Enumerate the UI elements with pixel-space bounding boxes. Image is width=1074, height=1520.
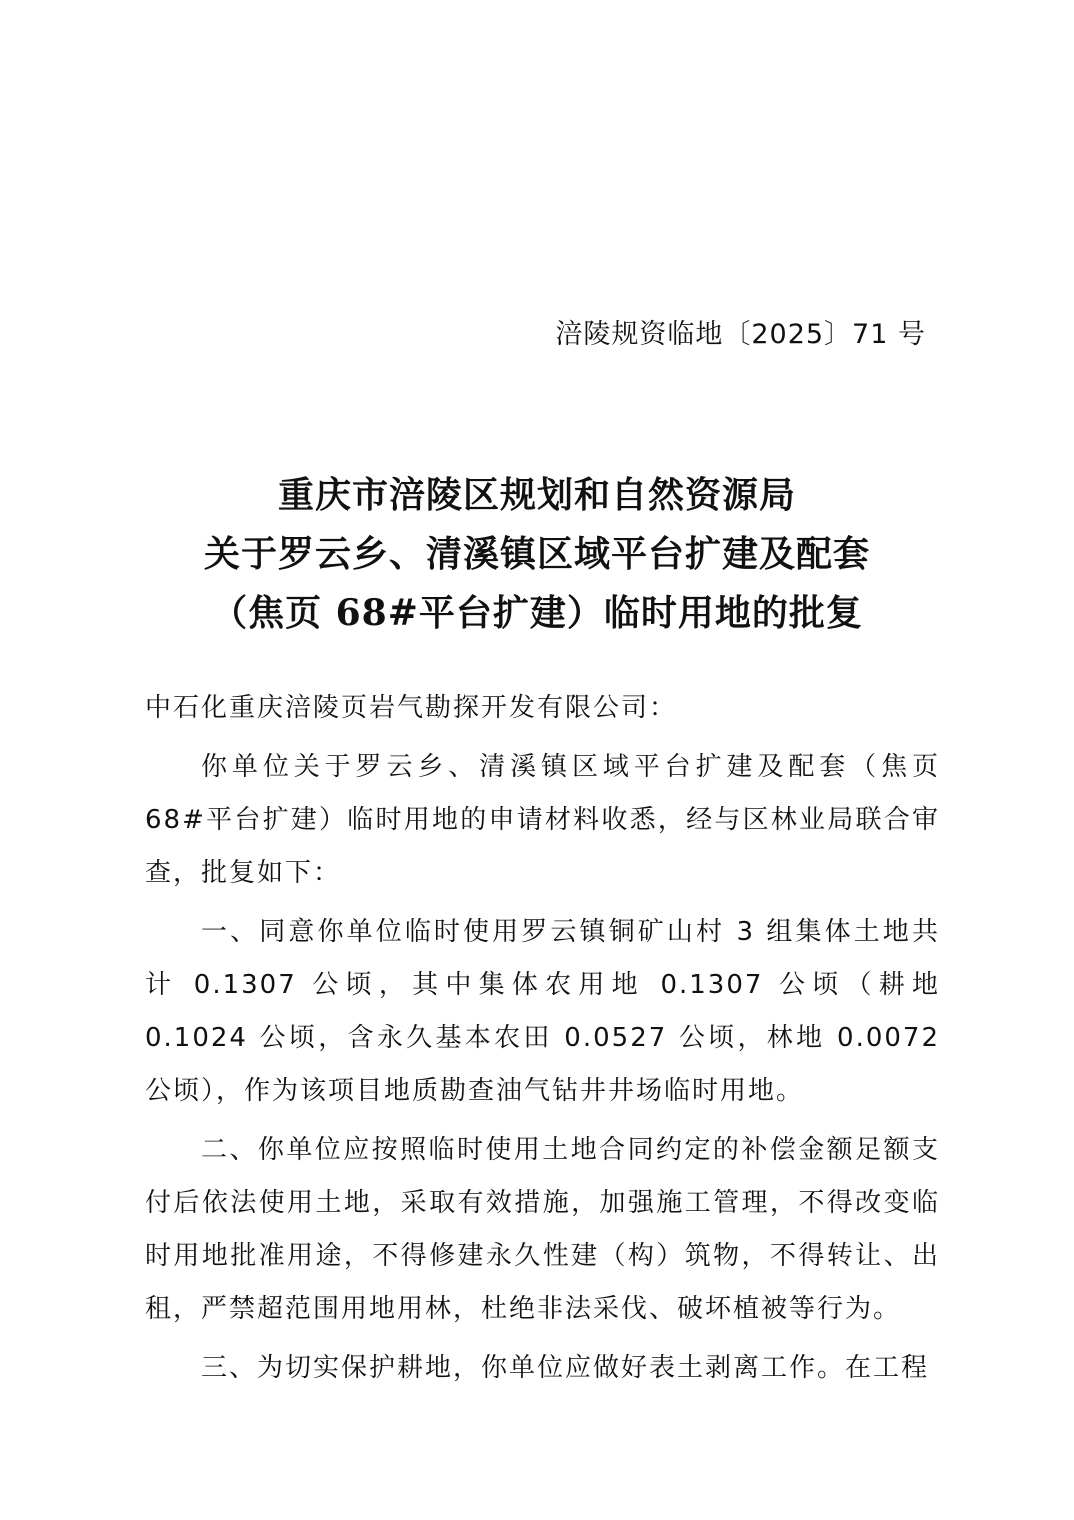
paragraph-item-1: 一、同意你单位临时使用罗云镇铜矿山村 3 组集体土地共计 0.1307 公顷，其中集体农用地 0.1307 公顷（耕地 0.1024 公顷，含永久基本农田 0.0527 公顷，林地 0.0072 公顷），作为该项目地质勘查油气钻井井场临时用地。: [145, 917, 940, 1106]
salutation: 中石化重庆涪陵页岩气勘探开发有限公司：: [145, 693, 678, 723]
document-body: [145, 682, 940, 1395]
title-line-1: 重庆市涪陵区规划和自然资源局: [277, 474, 796, 516]
paragraph-item-2: 二、你单位应按照临时使用土地合同约定的补偿金额足额支付后依法使用土地，采取有效措施，加强施工管理，不得改变临时用地批准用途，不得修建永久性建（构）筑物，不得转让、出租，严禁超范围用地用林，杜绝非法采伐、破坏植被等行为。: [145, 1135, 940, 1324]
document-title: [0, 466, 1074, 643]
document-number: 涪陵规资临地〔2025〕71 号: [555, 319, 926, 350]
paragraph-intro: 你单位关于罗云乡、清溪镇区域平台扩建及配套（焦页 68#平台扩建）临时用地的申请材料收悉，经与区林业局联合审查，批复如下：: [145, 752, 940, 888]
title-line-3: （焦页 68#平台扩建）临时用地的批复: [211, 592, 863, 634]
title-line-2: 关于罗云乡、清溪镇区域平台扩建及配套: [203, 533, 870, 575]
paragraph-item-3: 三、为切实保护耕地，你单位应做好表土剥离工作。在工程: [201, 1353, 930, 1383]
